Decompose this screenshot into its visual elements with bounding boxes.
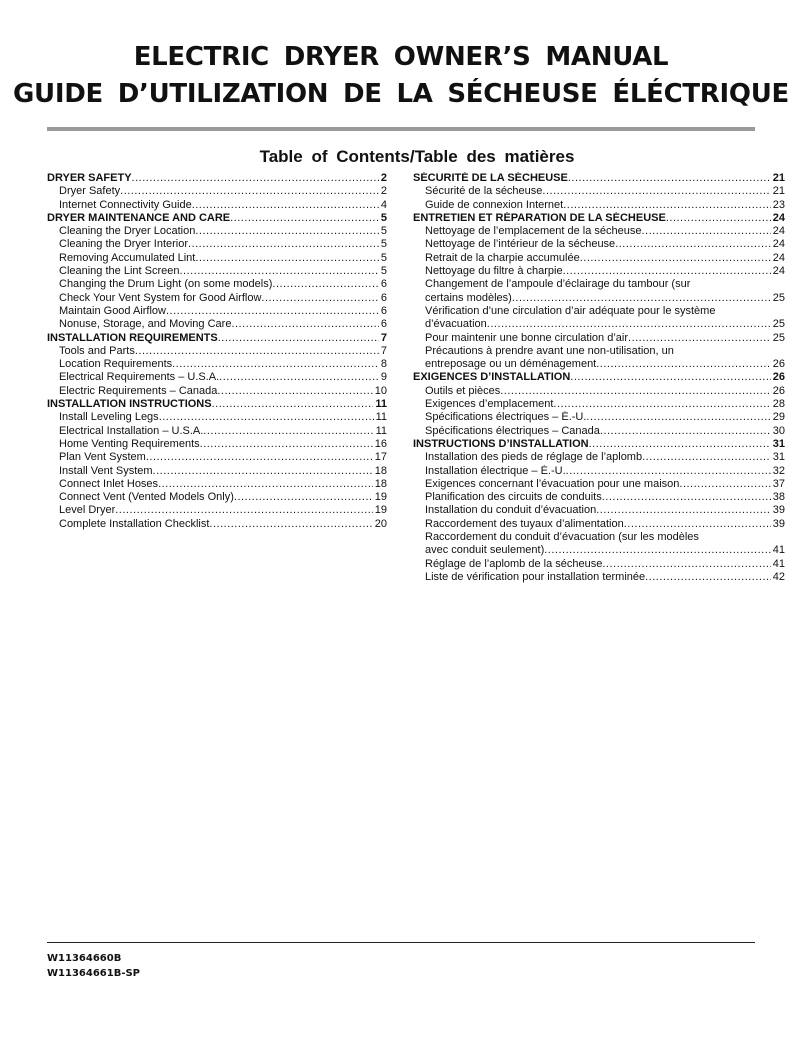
toc-entry[interactable]	[47, 318, 387, 331]
dot-leader	[135, 345, 379, 358]
toc-entry[interactable]	[413, 544, 785, 557]
dot-leader	[166, 305, 379, 318]
manual-title-french: GUIDE D’UTILIZATION DE LA SÉCHEUSE ÉLÉCTRIQUE	[13, 79, 789, 109]
toc-entry-label: DRYER SAFETY	[47, 172, 132, 184]
toc-page-number: 16	[374, 437, 387, 450]
toc-entry-label: INSTALLATION INSTRUCTIONS	[47, 398, 212, 411]
toc-entry[interactable]	[47, 465, 387, 478]
toc-page-number: 2	[380, 185, 387, 198]
dot-leader	[500, 385, 771, 398]
toc-page-number: 41	[772, 557, 785, 570]
toc-entry-label: Install Leveling Legs	[59, 411, 159, 424]
toc-page-number: 29	[772, 411, 785, 424]
toc-entry-label: d’évacuation	[425, 318, 487, 331]
dot-leader	[159, 411, 374, 424]
toc-page-number: 30	[772, 424, 785, 437]
toc-entry[interactable]	[413, 571, 785, 584]
toc-entry-label: entreposage ou un déménagement	[425, 358, 597, 371]
toc-entry-label: Cleaning the Dryer Location	[59, 225, 196, 238]
dot-leader	[542, 185, 770, 198]
toc-page-number: 21	[772, 185, 785, 198]
toc-page-number: 26	[772, 358, 785, 371]
toc-entry-label: Guide de connexion Internet	[425, 198, 564, 211]
dot-leader	[596, 504, 771, 517]
toc-page-number: 6	[380, 318, 387, 331]
toc-page-number: 31	[772, 451, 785, 464]
toc-entry[interactable]	[47, 491, 387, 504]
dot-leader	[596, 358, 771, 371]
toc-entry[interactable]	[47, 451, 387, 464]
toc-page-number: 18	[374, 477, 387, 490]
toc-page-number: 25	[772, 331, 785, 344]
toc-page-number: 5	[380, 251, 387, 264]
toc-page-number: 24	[772, 238, 785, 251]
toc-entry[interactable]	[413, 451, 785, 464]
toc-entry[interactable]	[47, 358, 387, 371]
footer-divider	[47, 942, 755, 943]
dot-leader	[512, 292, 771, 305]
toc-entry[interactable]	[47, 438, 387, 451]
toc-entry[interactable]	[413, 491, 785, 504]
toc-page-number: 5	[380, 211, 387, 224]
toc-entry-label: Electrical Installation – U.S.A.	[59, 424, 204, 437]
toc-entry-label: Retrait de la charpie accumulée	[425, 251, 580, 264]
toc-entry-label: Plan Vent System	[59, 451, 146, 464]
toc-entry[interactable]	[413, 558, 785, 571]
toc-page-number: 17	[374, 451, 387, 464]
toc-entry-label: Nettoyage de l’emplacement de la sécheuse	[425, 225, 642, 238]
toc-page-number: 24	[772, 225, 785, 238]
toc-entry-label: Connect Vent (Vented Models Only)	[59, 491, 234, 504]
dot-leader	[230, 212, 379, 225]
toc-heading: Table of Contents/Table des matières	[259, 147, 575, 166]
toc-entry[interactable]	[413, 238, 785, 251]
dot-leader	[217, 385, 372, 398]
toc-entry-label: Exigences concernant l’évacuation pour une maison	[425, 477, 680, 490]
dot-leader	[602, 558, 770, 571]
toc-entry[interactable]	[47, 345, 387, 358]
toc-page-number: 10	[374, 384, 387, 397]
toc-page-number: 8	[380, 358, 387, 371]
toc-page-number: 6	[380, 291, 387, 304]
toc-entry[interactable]	[47, 278, 387, 291]
toc-entry-label: Maintain Good Airflow	[59, 304, 166, 317]
toc-entry[interactable]	[413, 504, 785, 517]
toc-entry-label: Nonuse, Storage, and Moving Care	[59, 318, 232, 331]
dot-leader	[642, 451, 771, 464]
toc-entry-label: Exigences d’emplacement	[425, 398, 554, 411]
toc-page-number: 5	[380, 225, 387, 238]
dot-leader	[586, 411, 770, 424]
toc-entry-label: Electrical Requirements – U.S.A.	[59, 371, 220, 384]
toc-page-number: 5	[380, 265, 387, 278]
manual-title-english: ELECTRIC DRYER OWNER’S MANUAL	[133, 42, 669, 72]
toc-page-number: 5	[380, 238, 387, 251]
toc-page-number: 23	[772, 198, 785, 211]
toc-entry-text: Changement de l’ampoule d’éclairage du tambour (sur	[425, 278, 691, 291]
toc-entry-label: INSTALLATION REQUIREMENTS	[47, 331, 218, 344]
toc-entry-label: Electric Requirements – Canada	[59, 384, 218, 397]
toc-entry-label: Installation des pieds de réglage de l’aplomb	[425, 451, 643, 464]
toc-entry[interactable]	[413, 332, 785, 345]
toc-entry[interactable]	[413, 225, 785, 238]
toc-entry[interactable]	[47, 225, 387, 238]
dot-leader	[231, 318, 378, 331]
toc-page-number: 26	[772, 371, 785, 384]
toc-page-number: 26	[772, 384, 785, 397]
toc-page-number: 28	[772, 398, 785, 411]
toc-entry-label: Check Your Vent System for Good Airflow	[59, 291, 262, 304]
dot-leader	[628, 332, 771, 345]
dot-leader	[615, 238, 771, 251]
toc-entry[interactable]	[413, 518, 785, 531]
toc-entry[interactable]	[413, 292, 785, 305]
toc-entry-label: Planification des circuits de conduits	[425, 491, 602, 504]
toc-entry[interactable]	[47, 185, 387, 198]
dot-leader	[645, 571, 771, 584]
dot-leader	[179, 265, 378, 278]
toc-entry-label: Cleaning the Dryer Interior	[59, 238, 189, 251]
toc-entry-label: Raccordement des tuyaux d’alimentation	[425, 517, 624, 530]
toc-entry[interactable]	[413, 318, 785, 331]
toc-page-number: 20	[374, 517, 387, 530]
dot-leader	[566, 465, 771, 478]
toc-page-number: 6	[380, 278, 387, 291]
toc-page-number: 38	[772, 491, 785, 504]
dot-leader	[600, 425, 771, 438]
toc-section-heading[interactable]	[47, 172, 387, 185]
toc-entry-label: avec conduit seulement)	[425, 544, 545, 557]
toc-entry-label: INSTRUCTIONS D’INSTALLATION	[413, 437, 589, 450]
dot-leader	[580, 252, 771, 265]
toc-page-number: 39	[772, 504, 785, 517]
dot-leader	[172, 358, 379, 371]
toc-entry[interactable]	[413, 478, 785, 491]
toc-entry-label: Cleaning the Lint Screen	[59, 265, 180, 278]
toc-page-number: 2	[380, 172, 387, 184]
dot-leader	[602, 491, 771, 504]
toc-entry[interactable]	[413, 385, 785, 398]
part-number-secondary: W11364661B-SP	[47, 968, 140, 979]
toc-entry-text: Raccordement du conduit d’évacuation (sur les modèles	[425, 531, 699, 544]
toc-column-english	[47, 172, 387, 531]
toc-entry-label: Complete Installation Checklist	[59, 517, 210, 530]
toc-entry-label: Spécifications électriques – É.-U.	[425, 411, 587, 424]
toc-entry[interactable]	[413, 425, 785, 438]
dot-leader	[641, 225, 770, 238]
toc-entry[interactable]	[413, 199, 785, 212]
toc-page-number: 11	[375, 398, 387, 411]
part-number-primary: W11364660B	[47, 953, 122, 964]
toc-page-number: 18	[374, 464, 387, 477]
toc-entry-label: Installation électrique – É.-U.	[425, 464, 566, 477]
dot-leader	[153, 465, 373, 478]
toc-section-heading[interactable]	[413, 212, 785, 225]
toc-page-number: 42	[772, 570, 785, 583]
toc-entry[interactable]	[413, 465, 785, 478]
toc-entry[interactable]	[47, 504, 387, 517]
toc-entry-label: Home Venting Requirements	[59, 437, 200, 450]
toc-entry[interactable]	[413, 358, 785, 371]
toc-entry-label: Nettoyage de l’intérieur de la sécheuse	[425, 238, 616, 251]
toc-entry-label: Sécurité de la sécheuse	[425, 185, 543, 198]
toc-entry[interactable]	[413, 185, 785, 198]
dot-leader	[272, 278, 378, 291]
toc-entry[interactable]	[47, 292, 387, 305]
dot-leader	[589, 438, 771, 451]
toc-section-heading[interactable]	[47, 332, 387, 345]
toc-entry[interactable]	[47, 478, 387, 491]
dot-leader	[195, 225, 379, 238]
toc-page-number: 19	[374, 504, 387, 517]
dot-leader	[563, 265, 771, 278]
toc-entry[interactable]	[413, 411, 785, 424]
toc-entry-label: Connect Inlet Hoses	[59, 477, 159, 490]
toc-entry-label: Internet Connectivity Guide	[59, 198, 192, 211]
toc-entry[interactable]	[47, 518, 387, 531]
toc-entry-label: Liste de vérification pour installation terminée	[425, 570, 646, 583]
toc-entry-label: DRYER MAINTENANCE AND CARE	[47, 211, 231, 224]
dot-leader	[192, 199, 379, 212]
toc-section-heading[interactable]	[413, 438, 785, 451]
dot-leader	[261, 292, 378, 305]
toc-entry-label: Removing Accumulated Lint	[59, 251, 196, 264]
toc-entry[interactable]	[47, 371, 387, 384]
toc-page-number: 25	[772, 318, 785, 331]
dot-leader	[234, 491, 373, 504]
dot-leader	[120, 185, 379, 198]
dot-leader	[553, 398, 770, 411]
toc-entry-label: Install Vent System	[59, 464, 153, 477]
toc-entry-label: certains modèles)	[425, 291, 512, 304]
dot-leader	[195, 252, 379, 265]
toc-section-heading[interactable]	[47, 398, 387, 411]
dot-leader	[568, 172, 771, 185]
toc-page-number: 7	[380, 344, 387, 357]
toc-entry-label: Réglage de l’aplomb de la sécheuse	[425, 557, 603, 570]
toc-entry-label: EXIGENCES D’INSTALLATION	[413, 371, 571, 384]
dot-leader	[219, 371, 379, 384]
toc-page-number: 25	[772, 291, 785, 304]
toc-entry[interactable]	[413, 398, 785, 411]
toc-entry-label: Tools and Parts	[59, 344, 135, 357]
toc-page-number: 21	[772, 172, 785, 184]
dot-leader	[203, 425, 373, 438]
toc-entry-label: Level Dryer	[59, 504, 116, 517]
toc-entry-label: Dryer Safety	[59, 185, 121, 198]
toc-page-number: 32	[772, 464, 785, 477]
toc-entry[interactable]	[47, 411, 387, 424]
toc-entry-label: Changing the Drum Light (on some models)	[59, 278, 273, 291]
toc-page-number: 24	[772, 211, 785, 224]
dot-leader	[188, 238, 379, 251]
toc-entry[interactable]	[47, 265, 387, 278]
toc-entry-text: Vérification d’une circulation d’air adéquate pour le système	[425, 304, 716, 317]
toc-page-number: 11	[375, 424, 387, 437]
dot-leader	[209, 518, 372, 531]
toc-page-number: 7	[380, 331, 387, 344]
toc-entry[interactable]	[47, 252, 387, 265]
toc-entry[interactable]	[47, 385, 387, 398]
toc-section-heading[interactable]	[413, 172, 785, 185]
toc-entry-label: Pour maintenir une bonne circulation d’air	[425, 331, 629, 344]
toc-entry-label: Nettoyage du filtre à charpie	[425, 265, 563, 278]
dot-leader	[666, 212, 771, 225]
dot-leader	[115, 504, 373, 517]
dot-leader	[679, 478, 770, 491]
toc-entry[interactable]	[47, 305, 387, 318]
header-divider	[47, 127, 755, 131]
toc-entry-label: Spécifications électriques – Canada	[425, 424, 600, 437]
toc-page-number: 31	[772, 437, 785, 450]
dot-leader	[563, 199, 771, 212]
toc-entry-label: Location Requirements	[59, 358, 173, 371]
toc-page-number: 11	[375, 411, 387, 424]
toc-page-number: 39	[772, 517, 785, 530]
dot-leader	[132, 172, 379, 185]
dot-leader	[218, 332, 379, 345]
dot-leader	[624, 518, 771, 531]
toc-entry-label: ENTRETIEN ET RÉPARATION DE LA SÉCHEUSE	[413, 211, 666, 224]
toc-column-french	[413, 172, 785, 584]
toc-entry[interactable]	[47, 425, 387, 438]
toc-entry[interactable]	[47, 199, 387, 212]
dot-leader	[212, 398, 374, 411]
dot-leader	[487, 318, 771, 331]
toc-page-number: 9	[380, 371, 387, 384]
toc-entry[interactable]	[413, 265, 785, 278]
toc-section-heading[interactable]	[47, 212, 387, 225]
toc-entry-text: Précautions à prendre avant une non-utilisation, un	[425, 344, 674, 357]
dot-leader	[544, 544, 771, 557]
dot-leader	[158, 478, 373, 491]
toc-page-number: 37	[772, 477, 785, 490]
dot-leader	[146, 451, 373, 464]
toc-page-number: 19	[374, 491, 387, 504]
toc-page-number: 6	[380, 304, 387, 317]
toc-entry-label: Outils et pièces	[425, 384, 501, 397]
dot-leader	[570, 371, 770, 384]
toc-page-number: 24	[772, 265, 785, 278]
toc-entry[interactable]	[413, 252, 785, 265]
toc-entry[interactable]	[47, 238, 387, 251]
toc-page-number: 41	[772, 544, 785, 557]
toc-entry-label: Installation du conduit d’évacuation	[425, 504, 597, 517]
toc-page-number: 24	[772, 251, 785, 264]
toc-section-heading[interactable]	[413, 371, 785, 384]
toc-entry-label: SÉCURITÉ DE LA SÉCHEUSE	[413, 172, 568, 184]
dot-leader	[200, 438, 373, 451]
toc-page-number: 4	[380, 198, 387, 211]
